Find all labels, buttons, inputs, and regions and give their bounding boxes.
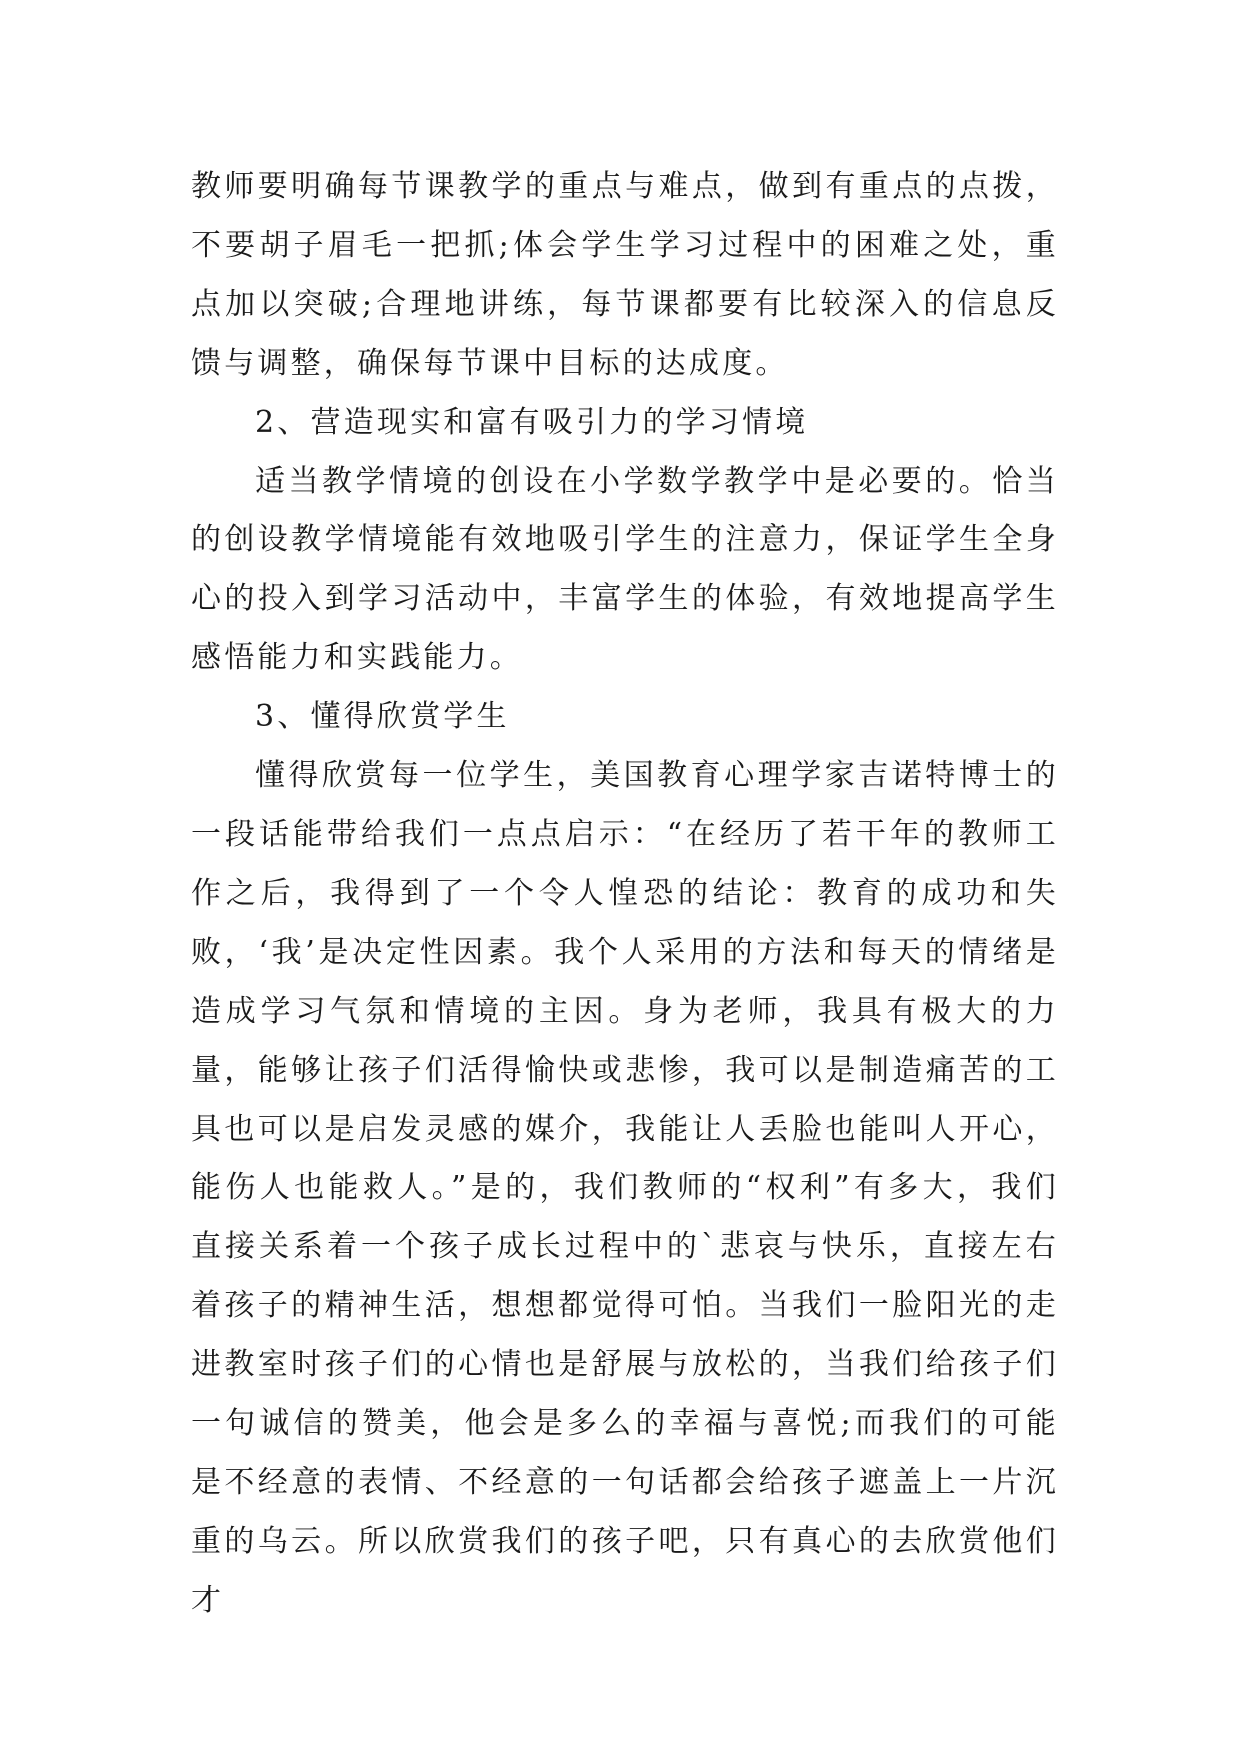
paragraph-teaching-focus: 教师要明确每节课教学的重点与难点，做到有重点的点拨，不要胡子眉毛一把抓;体会学生学习过程中的困难之处，重点加以突破;合理地讲练，每节课都要有比较深入的信息反馈与调整，确保每节课中目标的达成度。 — [191, 169, 1059, 381]
paragraph-appreciate-students: 懂得欣赏每一位学生，美国教育心理学家吉诺特博士的一段话能带给我们一点点启示：“在经历了若干年的教师工作之后，我得到了一个令人惶恐的结论：教育的成功和失败，‘我’是决定性因素。我个人采用的方法和每天的情绪是造成学习气氛和情境的主因。身为老师，我具有极大的力量，能够让孩子们活得愉快或悲惨，我可以是制造痛苦的工具也可以是启发灵感的媒介，我能让人丢脸也能叫人开心，能伤人也能救人。”是的，我们教师的“权利”有多大，我们直接关系着一个孩子成长过程中的`悲哀与快乐，直接左右着孩子的精神生活，想想都觉得可怕。当我们一脸阳光的走进教室时孩子们的心情也是舒展与放松的，当我们给孩子们一句诚信的赞美，他会是多么的幸福与喜悦;而我们的可能是不经意的表情、不经意的一句话都会给孩子遮盖上一片沉重的乌云。所以欣赏我们的孩子吧，只有真心的去欣赏他们才 — [191, 758, 1059, 1618]
paragraph-learning-situation: 适当教学情境的创设在小学数学教学中是必要的。恰当的创设教学情境能有效地吸引学生的注意力，保证学生全身心的投入到学习活动中，丰富学生的体验，有效地提高学生感悟能力和实践能力。 — [191, 463, 1059, 676]
document-body — [191, 158, 1059, 1631]
heading-appreciate-students: 3、懂得欣赏学生 — [255, 699, 510, 735]
heading-learning-situation: 2、营造现实和富有吸引力的学习情境 — [255, 404, 809, 440]
